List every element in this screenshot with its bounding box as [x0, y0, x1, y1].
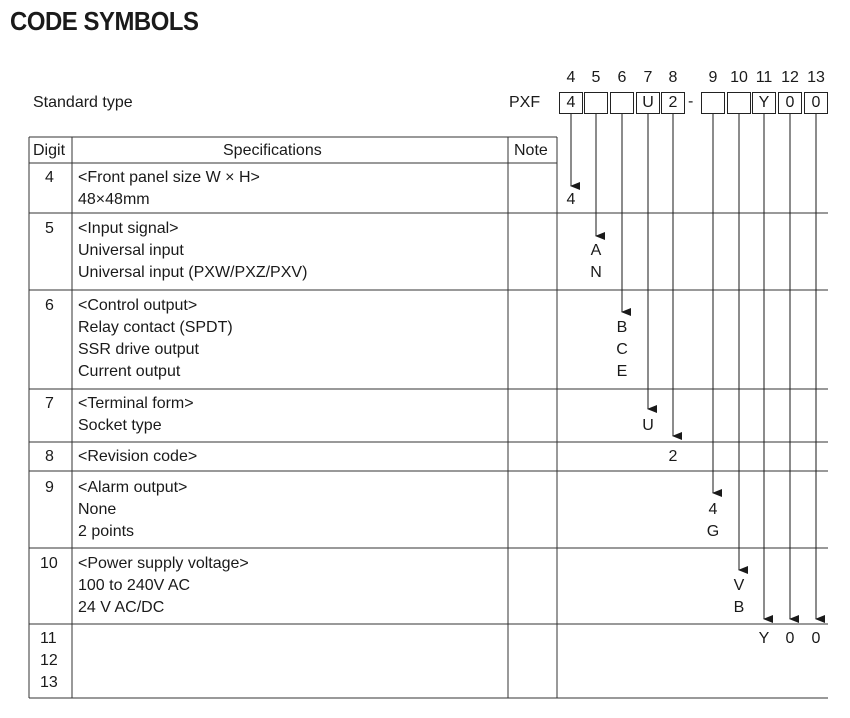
standard-type-label: Standard type	[33, 94, 133, 111]
header-specifications: Specifications	[223, 142, 322, 159]
spec-line: 24 V AC/DC	[78, 599, 165, 616]
spec-line: Universal input (PXW/PXZ/PXV)	[78, 264, 308, 281]
spec-line: <Control output>	[78, 297, 198, 314]
code-box-7: U	[636, 92, 660, 114]
code-box-11: Y	[752, 92, 776, 114]
spec-line: None	[78, 501, 117, 518]
spec-line: Socket type	[78, 417, 162, 434]
spec-line: <Terminal form>	[78, 395, 194, 412]
model-prefix: PXF	[509, 94, 541, 111]
code-d11-0: Y	[758, 630, 770, 647]
spec-line: <Front panel size W × H>	[78, 169, 260, 186]
code-d4-0: 4	[566, 191, 576, 208]
spec-line: <Revision code>	[78, 448, 198, 465]
code-d5-1: N	[590, 264, 602, 281]
code-d9-0: 4	[708, 501, 718, 518]
digit-position-13: 13	[807, 69, 825, 86]
code-d6-2: E	[616, 363, 628, 380]
row-digit-6: 6	[45, 297, 54, 314]
code-d6-0: B	[616, 319, 628, 336]
digit-position-6: 6	[617, 69, 627, 86]
spec-line: Universal input	[78, 242, 184, 259]
code-box-13: 0	[804, 92, 828, 114]
row-digit-11-13: 11 12 13	[40, 630, 58, 691]
code-separator: -	[688, 93, 694, 110]
row-digit-9: 9	[45, 479, 54, 496]
digit-position-11: 11	[755, 69, 773, 86]
code-d8-0: 2	[668, 448, 678, 465]
code-d7-0: U	[642, 417, 654, 434]
spec-line: 2 points	[78, 523, 135, 540]
page-title: CODE SYMBOLS	[10, 6, 199, 36]
digit-position-10: 10	[730, 69, 748, 86]
row-digit-7: 7	[45, 395, 54, 412]
spec-line: <Power supply voltage>	[78, 555, 249, 572]
code-d13-0: 0	[811, 630, 821, 647]
digit-position-8: 8	[668, 69, 678, 86]
digit-position-12: 12	[781, 69, 799, 86]
code-box-12: 0	[778, 92, 802, 114]
code-d10-0: V	[733, 577, 745, 594]
header-digit: Digit	[33, 142, 66, 159]
spec-line: 48×48mm	[78, 191, 150, 208]
spec-line: Relay contact (SPDT)	[78, 319, 233, 336]
code-d6-1: C	[616, 341, 628, 358]
row-digit-10: 10	[40, 555, 58, 572]
spec-line: Current output	[78, 363, 181, 380]
spec-line: <Alarm output>	[78, 479, 188, 496]
digit-position-9: 9	[708, 69, 718, 86]
digit-position-5: 5	[591, 69, 601, 86]
spec-line: 100 to 240V AC	[78, 577, 191, 594]
digit-position-4: 4	[566, 69, 576, 86]
row-digit-4: 4	[45, 169, 54, 186]
code-d5-0: A	[590, 242, 602, 259]
row-digit-8: 8	[45, 448, 54, 465]
code-box-4: 4	[559, 92, 583, 114]
code-d9-1: G	[706, 523, 720, 540]
header-note: Note	[514, 142, 548, 159]
code-d12-0: 0	[785, 630, 795, 647]
spec-line: <Input signal>	[78, 220, 179, 237]
row-digit-5: 5	[45, 220, 54, 237]
digit-position-7: 7	[643, 69, 653, 86]
code-box-8: 2	[661, 92, 685, 114]
spec-line: SSR drive output	[78, 341, 199, 358]
code-d10-1: B	[733, 599, 745, 616]
